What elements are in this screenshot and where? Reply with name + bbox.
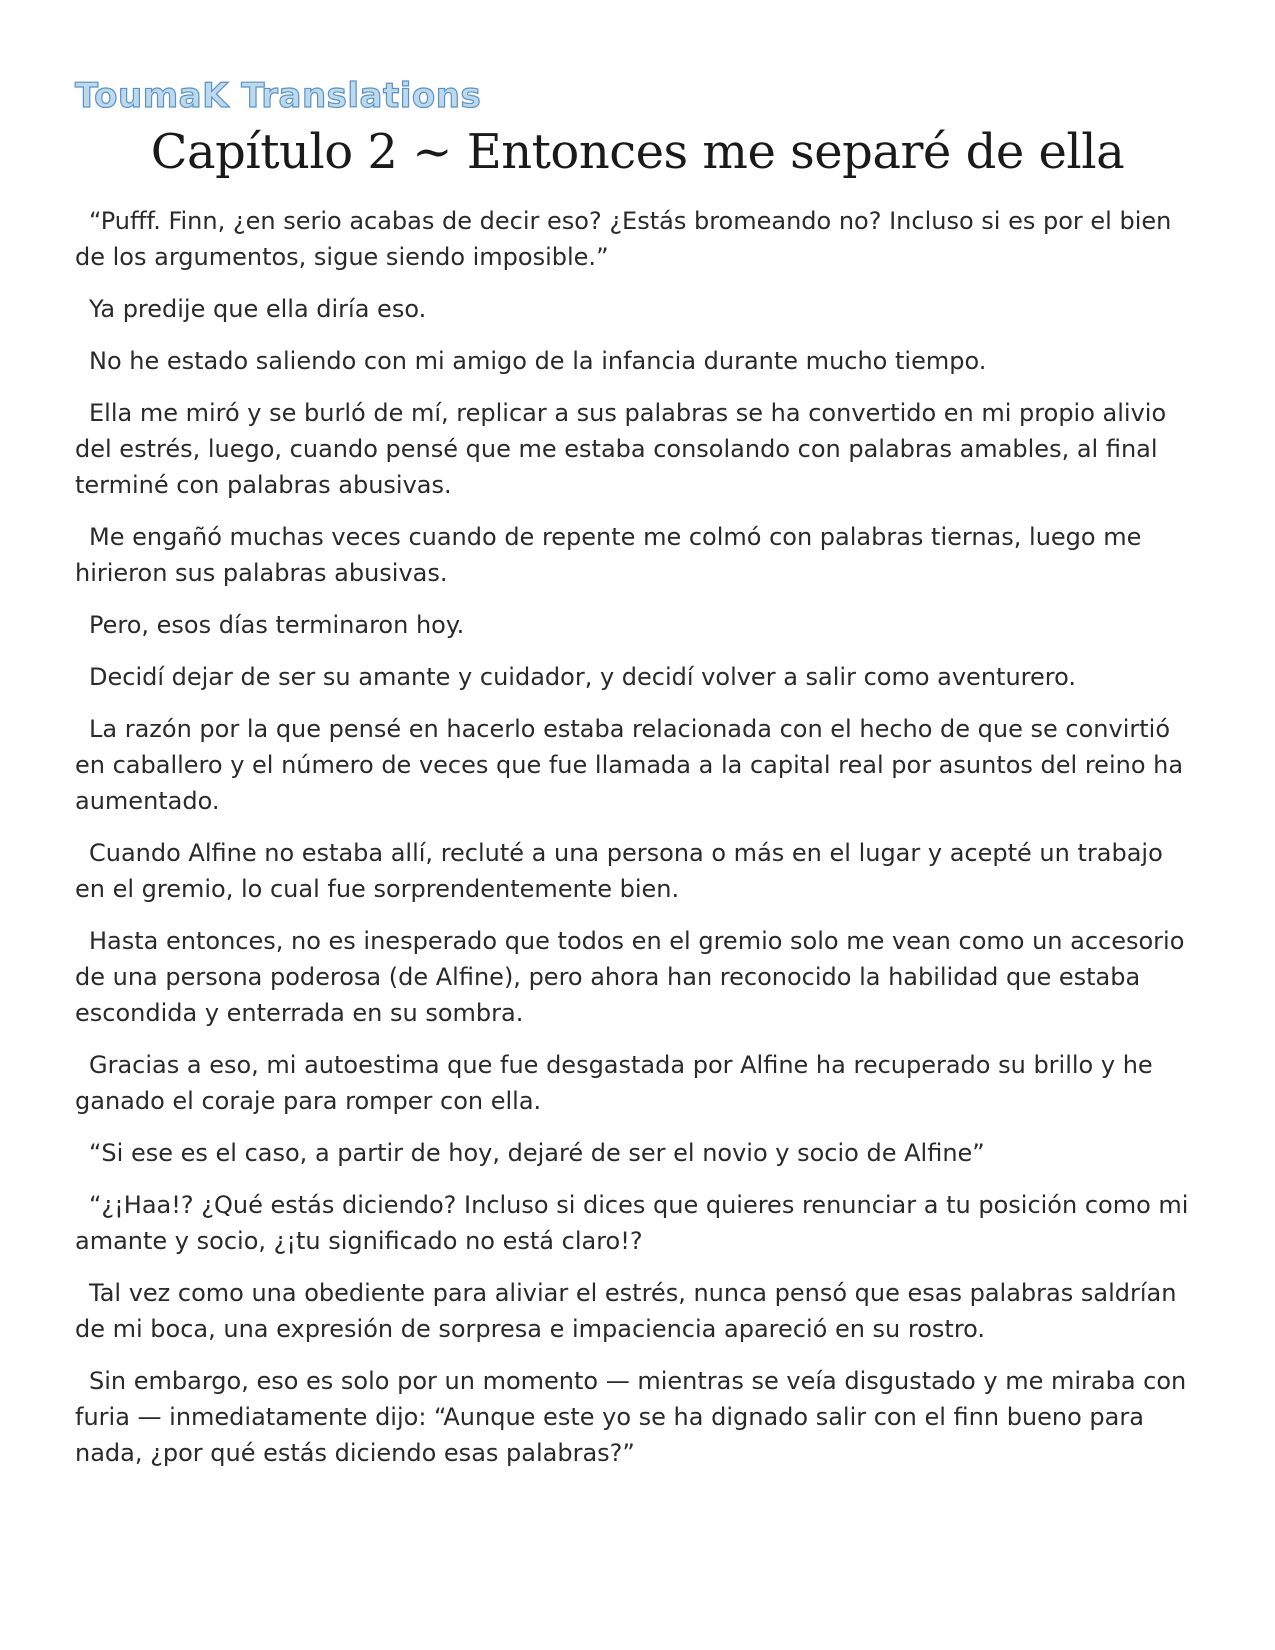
chapter-body	[75, 203, 1195, 1487]
paragraph: Gracias a eso, mi autoestima que fue desgastada por Alfine ha recuperado su brillo y he ganado el coraje para romper con ella.	[75, 1051, 1153, 1115]
paragraph: La razón por la que pensé en hacerlo estaba relacionada con el hecho de que se convirtió en caballero y el número de veces que fue llamada a la capital real por asuntos del reino ha aumentado.	[75, 715, 1184, 815]
paragraph: Ella me miró y se burló de mí, replicar a sus palabras se ha convertido en mi propio alivio del estrés, luego, cuando pensé que me estaba consolando con palabras amables, al final terminé con palabras abusivas.	[75, 399, 1167, 499]
paragraph: Pero, esos días terminaron hoy.	[89, 611, 465, 639]
paragraph: Cuando Alfine no estaba allí, recluté a una persona o más en el lugar y acepté un trabajo en el gremio, lo cual fue sorprendentemente bien.	[75, 839, 1163, 903]
paragraph: “Si ese es el caso, a partir de hoy, dejaré de ser el novio y socio de Alfine”	[89, 1139, 985, 1167]
brand-logo-text: ToumaK Translations	[75, 76, 482, 116]
paragraph: Me engañó muchas veces cuando de repente me colmó con palabras tiernas, luego me hirieron sus palabras abusivas.	[75, 523, 1142, 587]
paragraph: No he estado saliendo con mi amigo de la infancia durante mucho tiempo.	[89, 347, 987, 375]
paragraph: “¿¡Haa!? ¿Qué estás diciendo? Incluso si dices que quieres renunciar a tu posición como mi amante y socio, ¿¡tu significado no está claro!?	[75, 1191, 1189, 1255]
paragraph: Hasta entonces, no es inesperado que todos en el gremio solo me vean como un accesorio de una persona poderosa (de Alfine), pero ahora han reconocido la habilidad que estaba escondida y enterrada en su sombra.	[75, 927, 1185, 1027]
paragraph: Sin embargo, eso es solo por un momento — mientras se veía disgustado y me miraba con furia — inmediatamente dijo: “Aunque este yo se ha dignado salir con el finn bueno para nada, ¿por qué estás diciendo esas palabras?”	[75, 1367, 1187, 1467]
paragraph: Tal vez como una obediente para aliviar el estrés, nunca pensó que esas palabras saldrían de mi boca, una expresión de sorpresa e impaciencia apareció en su rostro.	[75, 1279, 1177, 1343]
paragraph: Decidí dejar de ser su amante y cuidador, y decidí volver a salir como aventurero.	[89, 663, 1076, 691]
paragraph: “Pufff. Finn, ¿en serio acabas de decir eso? ¿Estás bromeando no? Incluso si es por el bien de los argumentos, sigue siendo imposible.”	[75, 207, 1172, 271]
paragraph: Ya predije que ella diría eso.	[89, 295, 427, 323]
chapter-title: Capítulo 2 ~ Entonces me separé de ella	[150, 124, 1125, 180]
